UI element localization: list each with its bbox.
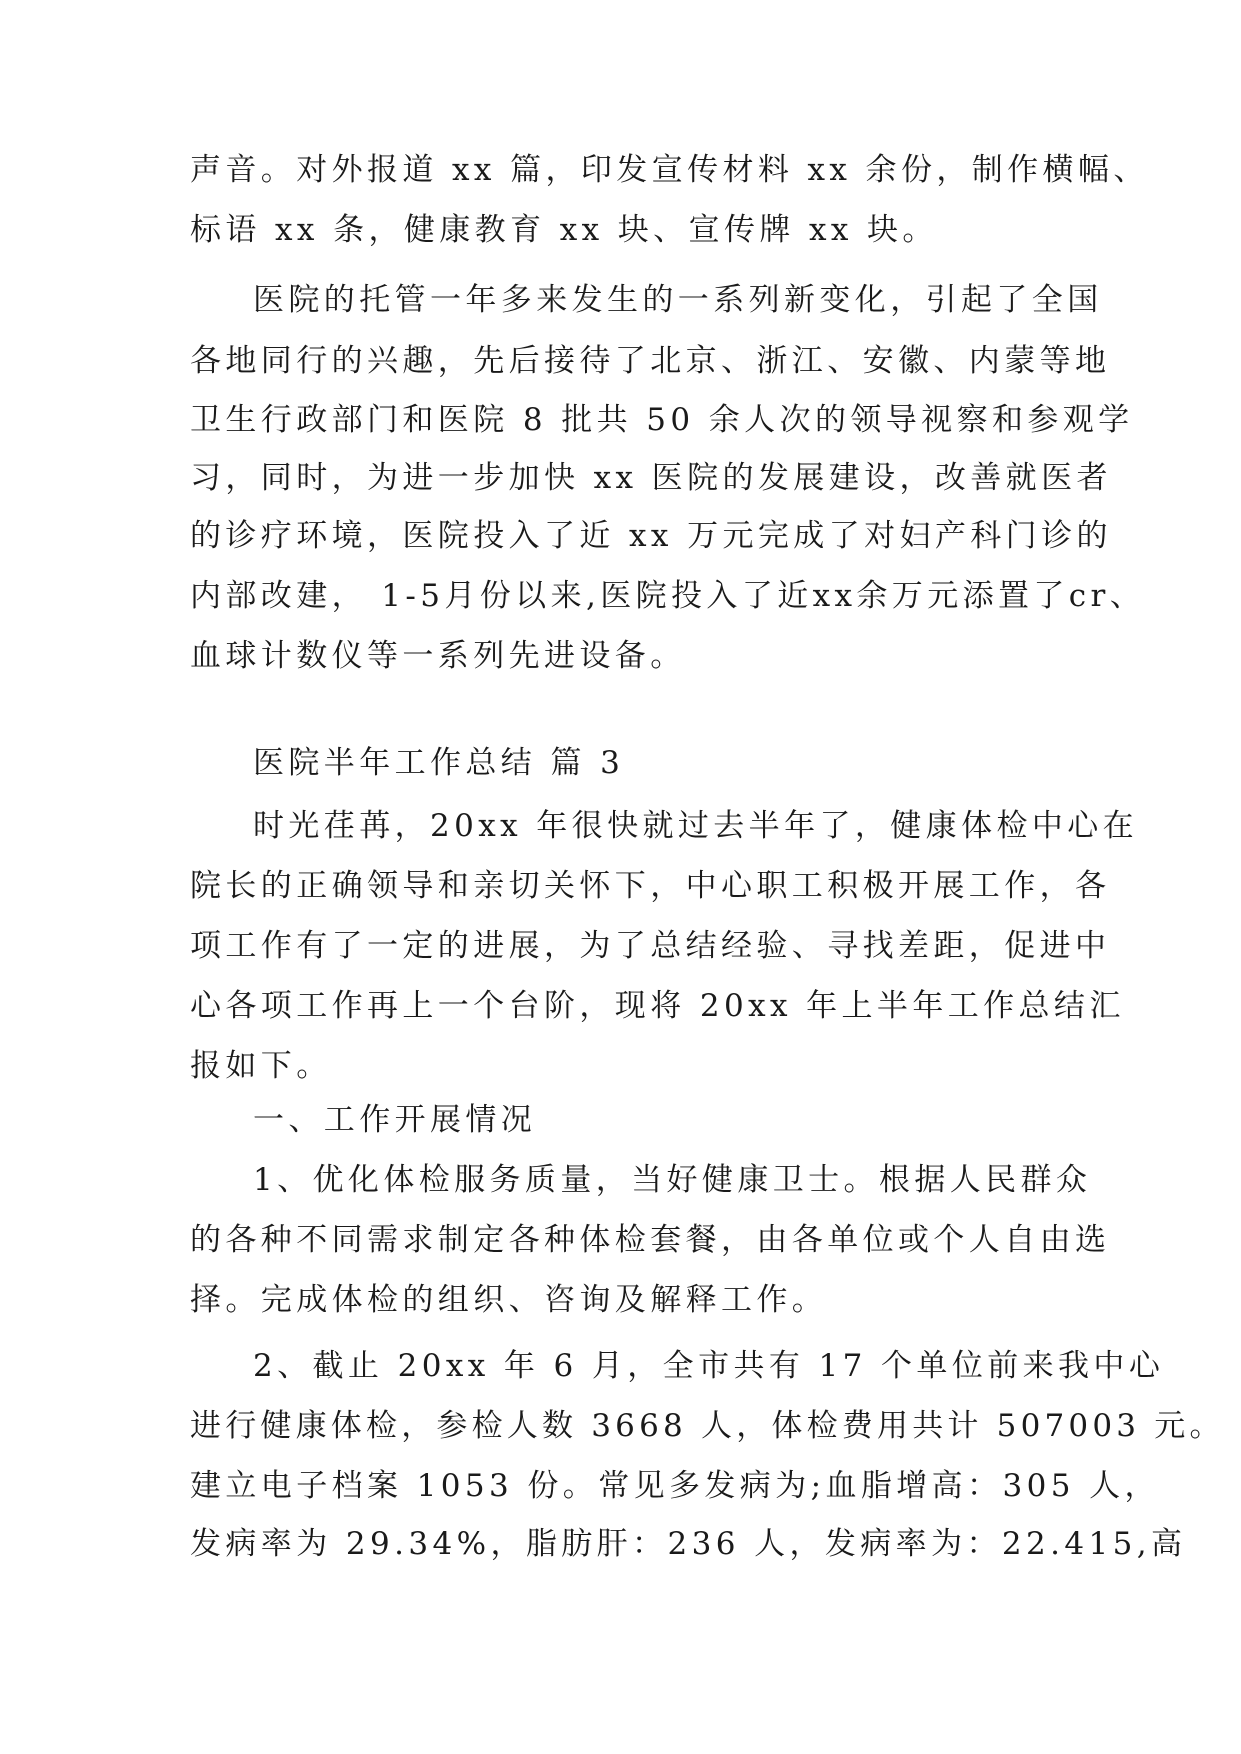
text-line: 建立电子档案 1053 份。常见多发病为;血脂增高：305 人， <box>190 1468 1160 1504</box>
text-line: 血球计数仪等一系列先进设备。 <box>190 638 686 674</box>
text-line: 项工作有了一定的进展，为了总结经验、寻找差距，促进中 <box>190 928 1111 964</box>
text-line: 心各项工作再上一个台阶，现将 20xx 年上半年工作总结汇 <box>190 988 1125 1024</box>
text-line: 2、截止 20xx 年 6 月，全市共有 17 个单位前来我中心 <box>253 1348 1165 1384</box>
text-line: 时光荏苒，20xx 年很快就过去半年了，健康体检中心在 <box>253 808 1139 844</box>
text-line: 的诊疗环境，医院投入了近 xx 万元完成了对妇产科门诊的 <box>190 518 1112 554</box>
text-line: 声音。对外报道 xx 篇，印发宣传材料 xx 余份，制作横幅、 <box>190 152 1149 188</box>
text-line: 1、优化体检服务质量，当好健康卫士。根据人民群众 <box>253 1162 1092 1198</box>
section-heading: 医院半年工作总结 篇 3 <box>253 745 625 781</box>
text-line: 院长的正确领导和亲切关怀下，中心职工积极开展工作，各 <box>190 868 1111 904</box>
subsection-heading: 一、工作开展情况 <box>253 1102 537 1138</box>
text-line: 内部改建， 1-5月份以来,医院投入了近xx余万元添置了cr、 <box>190 578 1146 614</box>
text-line: 各地同行的兴趣，先后接待了北京、浙江、安徽、内蒙等地 <box>190 343 1111 379</box>
text-line: 习，同时，为进一步加快 xx 医院的发展建设，改善就医者 <box>190 460 1112 496</box>
text-line: 进行健康体检，参检人数 3668 人，体检费用共计 507003 元。 <box>190 1408 1225 1444</box>
text-line: 卫生行政部门和医院 8 批共 50 余人次的领导视察和参观学 <box>190 402 1134 438</box>
text-line: 的各种不同需求制定各种体检套餐，由各单位或个人自由选 <box>190 1222 1111 1258</box>
text-line: 报如下。 <box>190 1048 332 1084</box>
text-line: 医院的托管一年多来发生的一系列新变化，引起了全国 <box>253 282 1103 318</box>
text-line: 发病率为 29.34%，脂肪肝：236 人，发病率为：22.415,高 <box>190 1526 1187 1562</box>
text-line: 择。完成体检的组织、咨询及解释工作。 <box>190 1282 828 1318</box>
text-line: 标语 xx 条，健康教育 xx 块、宣传牌 xx 块。 <box>190 212 938 248</box>
